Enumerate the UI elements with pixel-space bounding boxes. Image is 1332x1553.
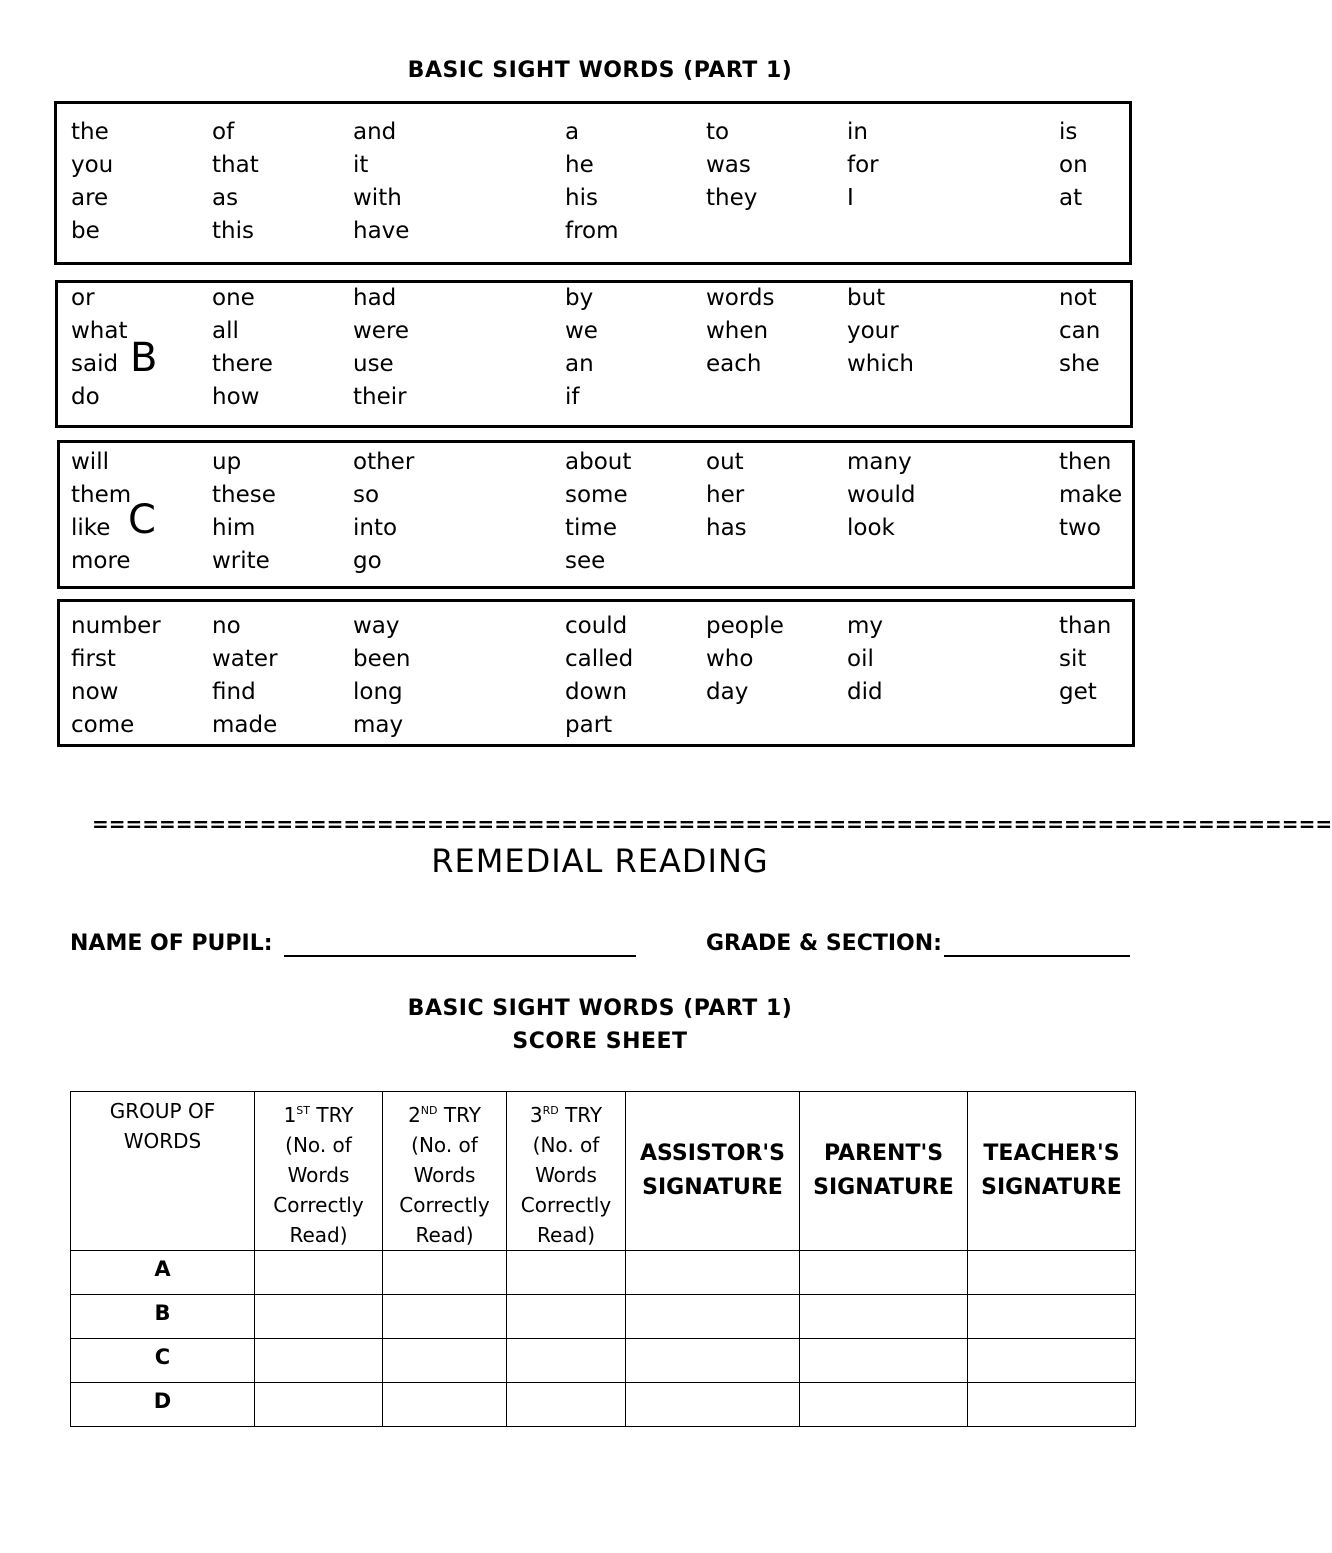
sight-word: then [1059,449,1112,475]
score-cell-try2[interactable] [383,1251,507,1295]
remedial-reading-heading: REMEDIAL READING [431,842,769,880]
sight-word: had [353,285,397,311]
page-title: BASIC SIGHT WORDS (PART 1) [407,58,793,83]
sight-word: her [706,482,745,508]
header-text: SIGNATURE [642,1175,783,1200]
assistor-signature-cell[interactable] [626,1251,800,1295]
sight-word: has [706,515,747,541]
teacher-signature-cell[interactable] [968,1383,1136,1427]
row-label: B [71,1295,255,1339]
sight-word: if [565,384,580,410]
score-cell-try3[interactable] [507,1339,626,1383]
sight-word: is [1059,119,1078,145]
header-text: Correctly [399,1193,490,1217]
sight-word: with [353,185,402,211]
grade-section-line[interactable] [944,955,1130,957]
sight-word: can [1059,318,1101,344]
sight-word: so [353,482,380,508]
header-parent-signature [800,1092,968,1251]
header-teacher-signature [968,1092,1136,1251]
header-text: Read) [415,1223,474,1247]
sight-word: all [212,318,239,344]
sight-word: called [565,646,634,672]
score-cell-try1[interactable] [255,1339,383,1383]
parent-signature-cell[interactable] [800,1251,968,1295]
header-text: Correctly [520,1193,612,1217]
sight-word: long [353,679,403,705]
sight-word: for [847,152,879,178]
header-text: SIGNATURE [813,1175,954,1200]
sight-word: oil [847,646,874,672]
sight-word: we [565,318,598,344]
teacher-signature-cell[interactable] [968,1251,1136,1295]
sight-word: each [706,351,762,377]
score-cell-try3[interactable] [507,1295,626,1339]
header-text: Words [287,1163,350,1187]
sight-word: and [353,119,397,145]
sight-word: their [353,384,407,410]
sight-word: could [565,613,628,639]
score-table [70,1091,1136,1427]
header-text: ASSISTOR'S [640,1141,785,1166]
sight-word: one [212,285,255,311]
sight-word: it [353,152,369,178]
score-cell-try2[interactable] [383,1339,507,1383]
grade-section-label: GRADE & SECTION: [706,931,942,956]
parent-signature-cell[interactable] [800,1383,968,1427]
sight-word: water [212,646,278,672]
header-text: Read) [536,1223,596,1247]
assistor-signature-cell[interactable] [626,1295,800,1339]
sight-word: I [847,185,854,211]
assistor-signature-cell[interactable] [626,1383,800,1427]
sight-word: up [212,449,242,475]
score-cell-try1[interactable] [255,1383,383,1427]
sight-word: made [212,712,278,738]
score-sheet-title: BASIC SIGHT WORDS (PART 1) [407,996,793,1021]
sight-word: my [847,613,884,639]
sight-word: did [847,679,883,705]
sight-word: sit [1059,646,1087,672]
sight-word: at [1059,185,1083,211]
score-header-row [71,1092,1136,1251]
sight-word: no [212,613,241,639]
sight-word: your [847,318,899,344]
sight-word: how [212,384,260,410]
header-text: Words [535,1163,597,1187]
sight-word: by [565,285,594,311]
sight-word: the [71,119,109,145]
row-label: D [71,1383,255,1427]
sight-word: may [353,712,404,738]
header-text: PARENT'S [823,1141,944,1166]
sight-word: part [565,712,613,738]
sight-word: which [847,351,915,377]
try-label: 2ND TRY [408,1103,481,1127]
sight-word: a [565,119,580,145]
sight-word: been [353,646,411,672]
sight-word: down [565,679,628,705]
sight-word: these [212,482,276,508]
sight-word: him [212,515,256,541]
sight-word: day [706,679,749,705]
sight-word: of [212,119,235,145]
sight-word: some [565,482,628,508]
sight-word: she [1059,351,1100,377]
score-row-d [71,1383,1136,1427]
sight-word: see [565,548,606,574]
sight-word: out [706,449,744,475]
sight-word: to [706,119,730,145]
sight-word: he [565,152,594,178]
sight-word: are [71,185,109,211]
header-text: GROUP OF [109,1099,216,1123]
group-letter-label: B [130,335,158,381]
parent-signature-cell[interactable] [800,1339,968,1383]
assistor-signature-cell[interactable] [626,1339,800,1383]
sight-word: but [847,285,886,311]
sight-word: what [71,318,128,344]
header-text: Words [413,1163,476,1187]
score-row-c [71,1339,1136,1383]
sight-word: look [847,515,895,541]
header-first-try [255,1092,383,1251]
sight-word: about [565,449,632,475]
sight-word: find [212,679,256,705]
sight-word: two [1059,515,1101,541]
header-text: Correctly [273,1193,364,1217]
sight-word: they [706,185,758,211]
row-label: C [71,1339,255,1383]
sight-word: go [353,548,382,574]
sight-word: use [353,351,394,377]
sight-word: in [847,119,868,145]
try-label: 1ST TRY [283,1103,354,1127]
score-cell-try2[interactable] [383,1295,507,1339]
sight-word: them [71,482,132,508]
header-text: SIGNATURE [981,1175,1122,1200]
try-label: 3RD TRY [529,1103,603,1127]
sight-word: other [353,449,415,475]
sight-word: now [71,679,119,705]
score-cell-try1[interactable] [255,1295,383,1339]
teacher-signature-cell[interactable] [968,1339,1136,1383]
sight-word: there [212,351,273,377]
header-second-try [383,1092,507,1251]
sight-word: be [71,218,100,244]
group-letter-label: C [128,497,156,543]
sight-word: were [353,318,410,344]
sight-word: not [1059,285,1097,311]
sight-word: way [353,613,400,639]
score-sheet-subtitle: SCORE SHEET [512,1029,688,1054]
sight-word: said [71,351,119,377]
sight-word: many [847,449,912,475]
header-text: (No. of [411,1133,478,1157]
sight-word: more [71,548,131,574]
header-text: Read) [289,1223,348,1247]
sight-word: into [353,515,398,541]
score-row-b [71,1295,1136,1339]
sight-word: do [71,384,100,410]
divider-line: ========================================================================== [92,812,1332,836]
sight-word: come [71,712,135,738]
sight-word: this [212,218,254,244]
sight-word: an [565,351,594,377]
header-group-of-words [71,1092,255,1251]
sight-word: get [1059,679,1097,705]
sight-word: you [71,152,114,178]
row-label: A [71,1251,255,1295]
sight-word: write [212,548,270,574]
sight-word: when [706,318,769,344]
header-text: TEACHER'S [983,1141,1120,1166]
sight-word: would [847,482,916,508]
sight-word: as [212,185,239,211]
score-cell-try3[interactable] [507,1251,626,1295]
parent-signature-cell[interactable] [800,1295,968,1339]
sight-word: or [71,285,95,311]
sight-word: that [212,152,259,178]
header-text: (No. of [285,1133,352,1157]
sight-word: was [706,152,751,178]
name-of-pupil-label: NAME OF PUPIL: [70,931,273,956]
sight-word: who [706,646,754,672]
sight-word: first [71,646,116,672]
teacher-signature-cell[interactable] [968,1295,1136,1339]
header-third-try [507,1092,626,1251]
score-cell-try2[interactable] [383,1383,507,1427]
sight-word: his [565,185,598,211]
name-of-pupil-line[interactable] [284,955,636,957]
sight-word: on [1059,152,1088,178]
score-cell-try1[interactable] [255,1251,383,1295]
sight-word: from [565,218,619,244]
sight-word: will [71,449,109,475]
score-cell-try3[interactable] [507,1383,626,1427]
sight-word: time [565,515,617,541]
sight-word: number [71,613,161,639]
sight-word: people [706,613,784,639]
header-assistor-signature [626,1092,800,1251]
header-text: (No. of [532,1133,600,1157]
sight-word: have [353,218,410,244]
sight-word: words [706,285,775,311]
score-row-a [71,1251,1136,1295]
sight-word: like [71,515,111,541]
sight-word: make [1059,482,1123,508]
sight-word: than [1059,613,1112,639]
header-text: WORDS [123,1129,202,1153]
